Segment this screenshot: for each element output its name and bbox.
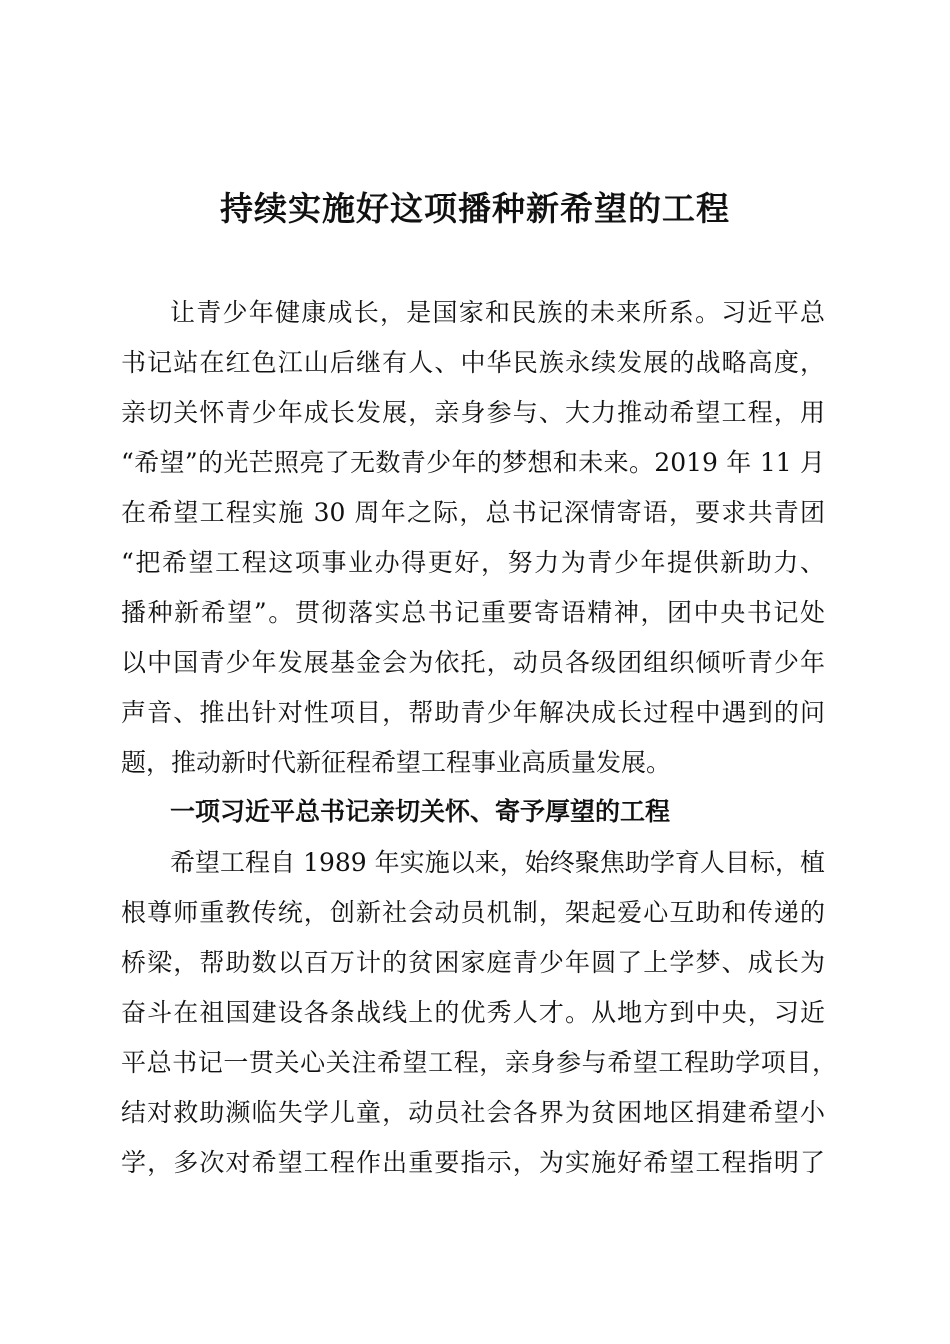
text-line: 亲切关怀青少年成长发展，亲身参与、大力推动希望工程，用 xyxy=(121,398,825,427)
text-line: 在希望工程实施 30 周年之际，总书记深情寄语，要求共青团 xyxy=(121,498,825,527)
text-line: “把希望工程这项事业办得更好，努力为青少年提供新助力、 xyxy=(121,548,825,577)
text-line: 桥梁，帮助数以百万计的贫困家庭青少年圆了上学梦、成长为 xyxy=(121,948,825,977)
text-line: 希望工程自 1989 年实施以来，始终聚焦助学育人目标，植 xyxy=(170,848,825,877)
text-line: 结对救助濒临失学儿童，动员社会各界为贫困地区捐建希望小 xyxy=(121,1098,825,1127)
text-line: 根尊师重教传统，创新社会动员机制，架起爱心互助和传递的 xyxy=(121,898,825,927)
text-line: 奋斗在祖国建设各条战线上的优秀人才。从地方到中央，习近 xyxy=(121,998,825,1027)
document-title: 持续实施好这项播种新希望的工程 xyxy=(220,189,730,228)
text-line: 以中国青少年发展基金会为依托，动员各级团组织倾听青少年 xyxy=(121,648,825,677)
text-line: 播种新希望”。贯彻落实总书记重要寄语精神，团中央书记处 xyxy=(121,598,825,627)
text-line: “希望”的光芒照亮了无数青少年的梦想和未来。2019 年 11 月 xyxy=(121,448,825,477)
text-line: 题，推动新时代新征程希望工程事业高质量发展。 xyxy=(121,748,672,777)
section-heading: 一项习近平总书记亲切关怀、寄予厚望的工程 xyxy=(170,797,671,826)
text-line: 平总书记一贯关心关注希望工程，亲身参与希望工程助学项目， xyxy=(121,1048,837,1077)
text-line: 书记站在红色江山后继有人、中华民族永续发展的战略高度， xyxy=(121,348,825,377)
text-line: 声音、推出针对性项目，帮助青少年解决成长过程中遇到的问 xyxy=(121,698,825,727)
text-line: 学，多次对希望工程作出重要指示，为实施好希望工程指明了 xyxy=(121,1148,825,1177)
text-line: 让青少年健康成长，是国家和民族的未来所系。习近平总 xyxy=(170,298,825,327)
